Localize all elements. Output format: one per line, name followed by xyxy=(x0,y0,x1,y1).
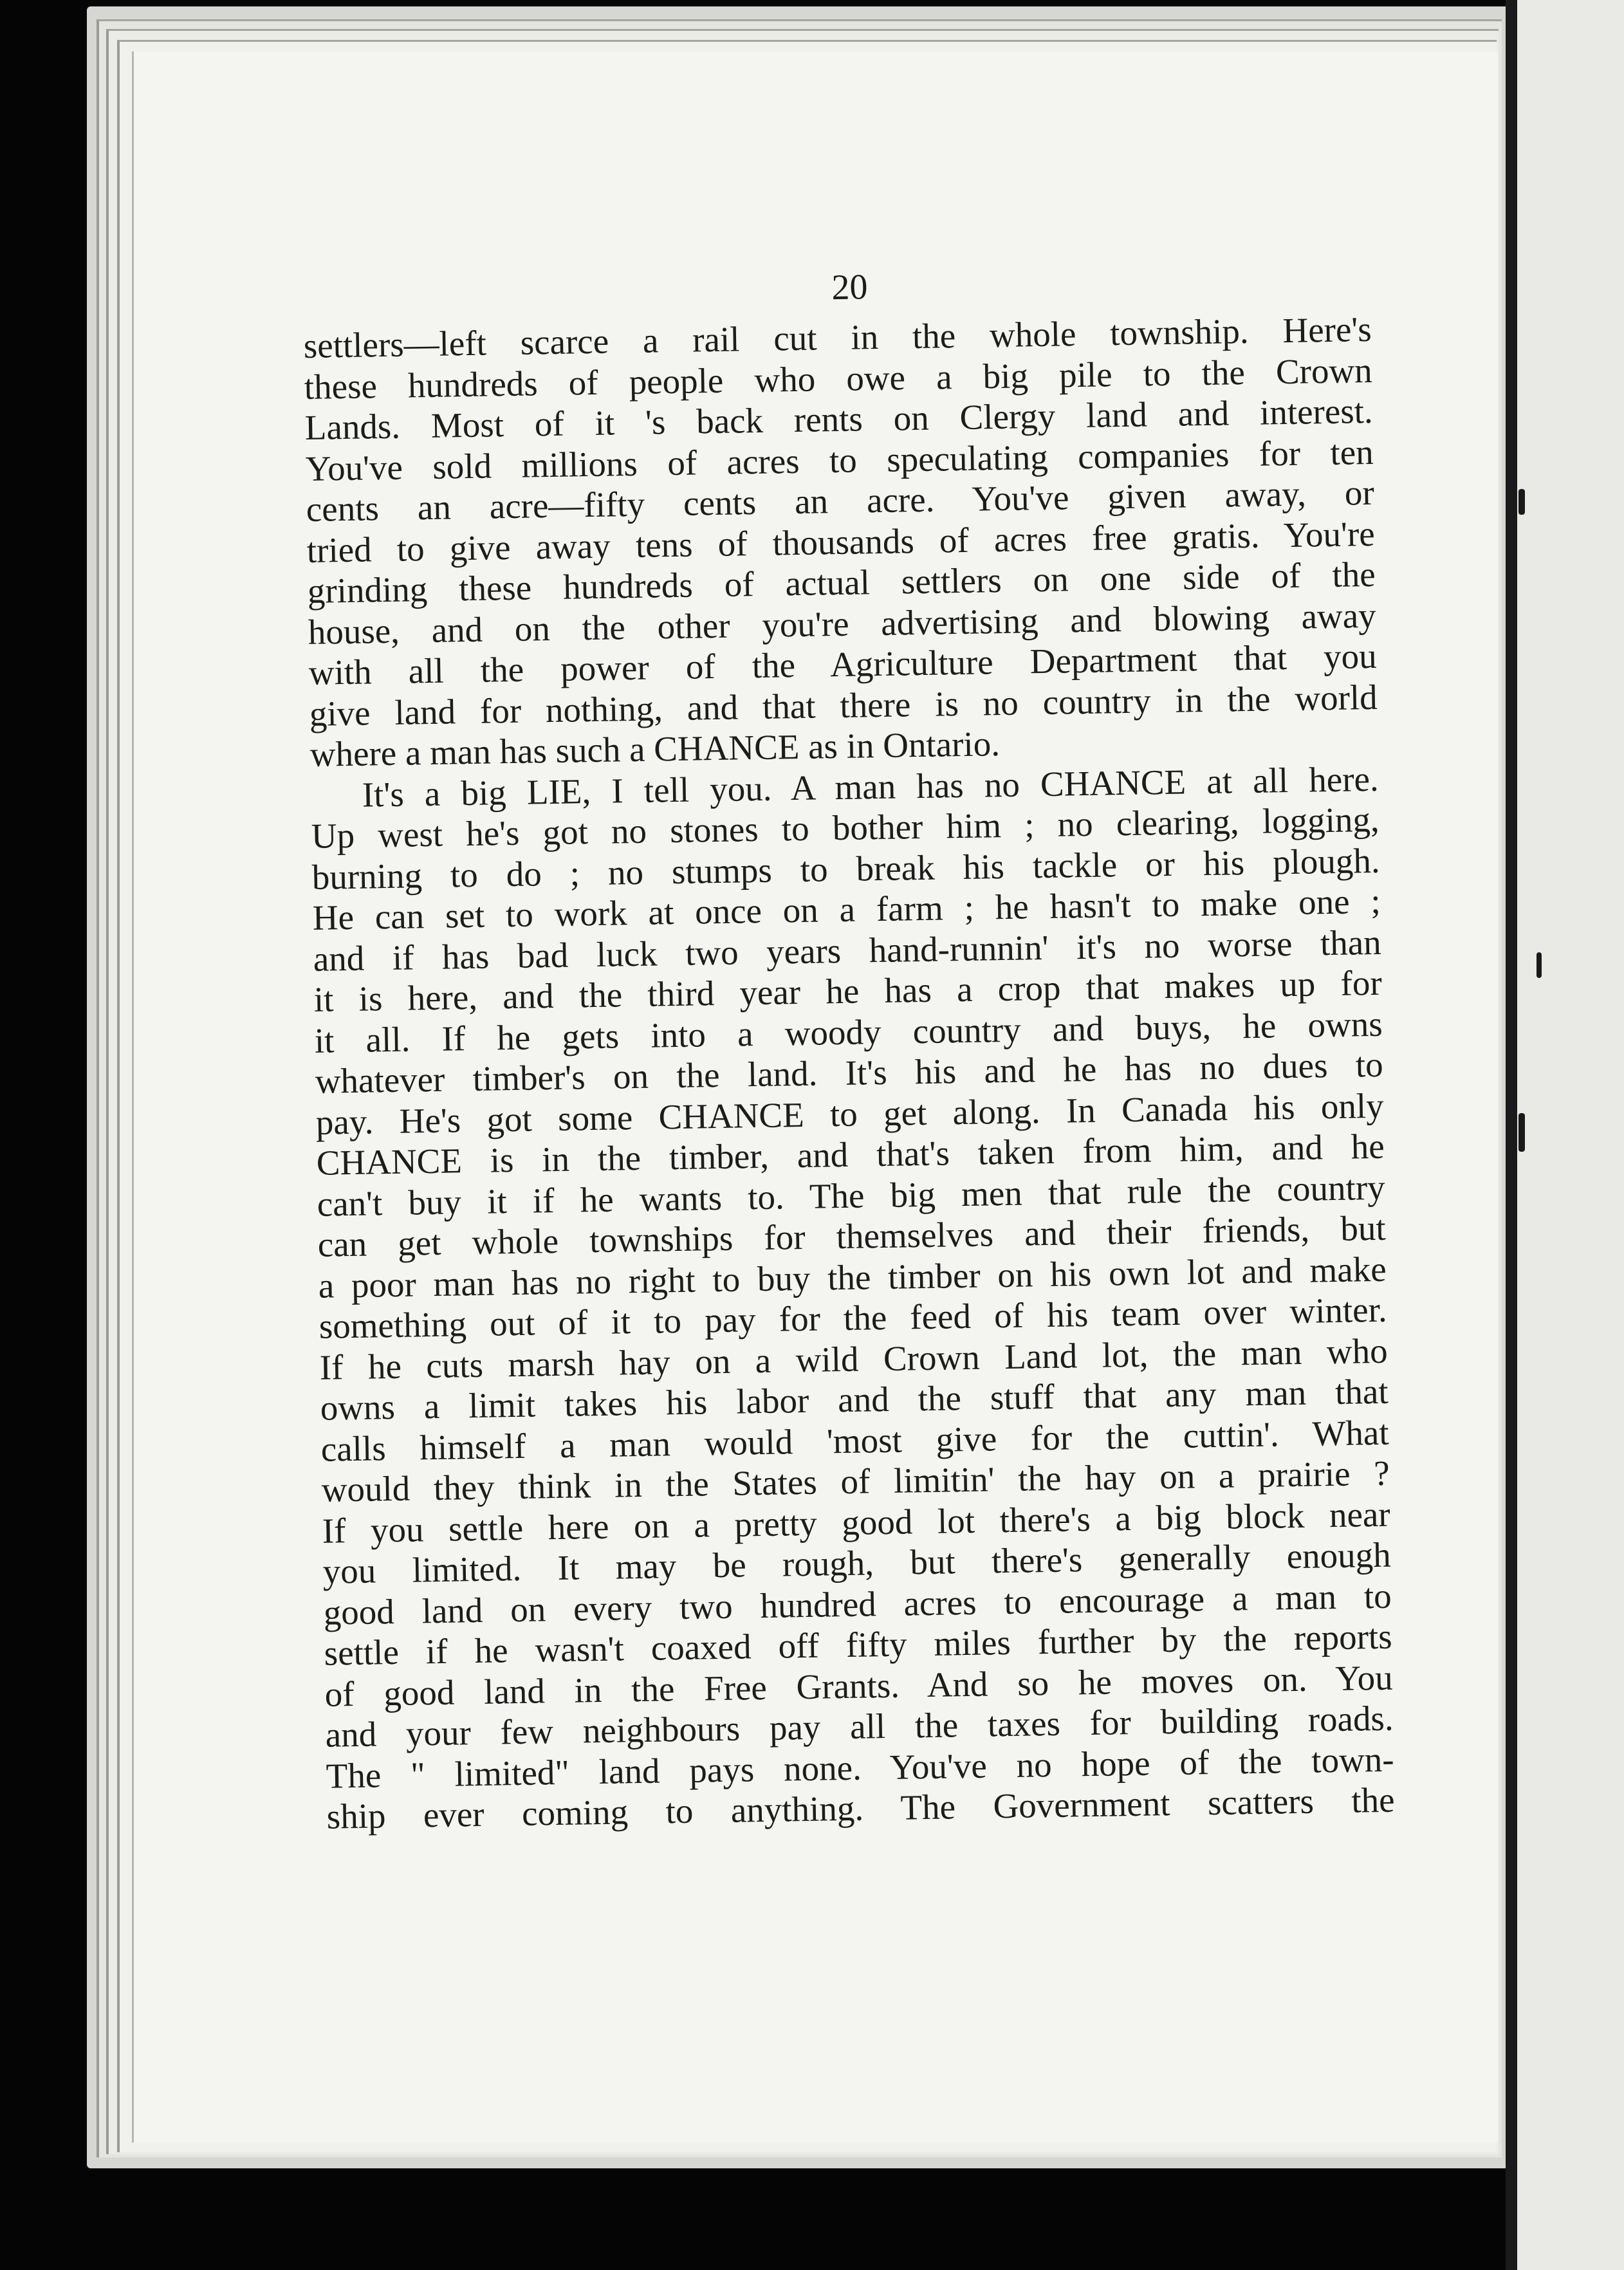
text-line: of good land in the Free Grants. And so he moves on. You xyxy=(324,1657,1394,1714)
text-line: you limited. It may be rough, but there's generally enough xyxy=(322,1535,1392,1591)
text-line: pay. He's got some CHANCE to get along. In Canada his only xyxy=(315,1085,1385,1142)
adjacent-page-edge xyxy=(1506,0,1624,2270)
text-line: with all the power of the Agriculture Department that you xyxy=(308,636,1378,692)
text-line: owns a limit takes his labor and the stuff that any man that xyxy=(320,1371,1389,1428)
text-line: good land on every two hundred acres to encourage a man to xyxy=(323,1576,1392,1632)
text-line: settlers—left scarce a rail cut in the whole township. Here's xyxy=(303,309,1372,365)
scan-mark xyxy=(1518,1113,1525,1152)
page-number: 20 xyxy=(831,267,869,308)
text-line: If he cuts marsh hay on a wild Crown Land lot, the man who xyxy=(319,1331,1389,1387)
text-line: The " limited" land pays none. You've no hope of the town- xyxy=(326,1739,1395,1796)
text-line: it all. If he gets into a woody country and buys, he owns xyxy=(314,1004,1383,1060)
text-line: calls himself a man would 'most give for the cuttin'. What xyxy=(320,1412,1390,1469)
text-line: something out of it to pay for the feed of his team over winter. xyxy=(318,1289,1388,1346)
page-text xyxy=(302,254,1395,1837)
text-line: can get whole townships for themselves and their friends, but xyxy=(317,1208,1387,1264)
text-line: settle if he wasn't coaxed off fifty miles further by the reports xyxy=(324,1616,1393,1673)
text-line: house, and on the other you're advertising and blowing away xyxy=(308,595,1377,652)
scan-mark xyxy=(1518,489,1525,515)
text-line: and if has bad luck two years hand-runnin' it's no worse than xyxy=(313,922,1382,979)
text-line: CHANCE is in the timber, and that's taken from him, and he xyxy=(316,1126,1385,1183)
text-line: can't buy it if he wants to. The big men that rule the country xyxy=(317,1167,1386,1224)
text-line: it is here, and the third year he has a crop that makes up for xyxy=(313,963,1383,1019)
text-line: He can set to work at once on a farm ; he hasn't to make one ; xyxy=(312,881,1381,937)
text-line: Up west he's got no stones to bother him ; no clearing, logging, xyxy=(311,799,1380,856)
text-line: ship ever coming to anything. The Government scatters the xyxy=(326,1780,1396,1836)
text-line: give land for nothing, and that there is no country in the world xyxy=(309,677,1378,734)
text-line: where a man has such a CHANCE as in Ontario. xyxy=(309,724,1001,774)
text-line: cents an acre—fifty cents an acre. You've given away, or xyxy=(306,472,1375,529)
text-line: these hundreds of people who owe a big pile to the Crown xyxy=(304,350,1373,407)
text-line: a poor man has no right to buy the timber on his own lot and make xyxy=(318,1249,1387,1306)
text-line: If you settle here on a pretty good lot there's a big block near xyxy=(322,1494,1391,1551)
scan-mark xyxy=(1536,952,1542,978)
text-line: grinding these hundreds of actual settlers on one side of the xyxy=(307,554,1376,611)
text-line: whatever timber's on the land. It's his and he has no dues to xyxy=(315,1044,1384,1101)
text-line: burning to do ; no stumps to break his tackle or his plough. xyxy=(311,840,1381,897)
text-line: and your few neighbours pay all the taxes for building roads. xyxy=(325,1698,1394,1755)
text-line: Lands. Most of it 's back rents on Clergy land and interest. xyxy=(304,391,1374,447)
text-line: You've sold millions of acres to speculating companies for ten xyxy=(305,432,1374,488)
text-line: would they think in the States of limitin' the hay on a prairie ? xyxy=(321,1453,1390,1509)
text-line: tried to give away tens of thousands of acres free gratis. You're xyxy=(306,513,1376,570)
text-line: It's a big LIE, I tell you. A man has no CHANCE at all here. xyxy=(362,759,1379,815)
